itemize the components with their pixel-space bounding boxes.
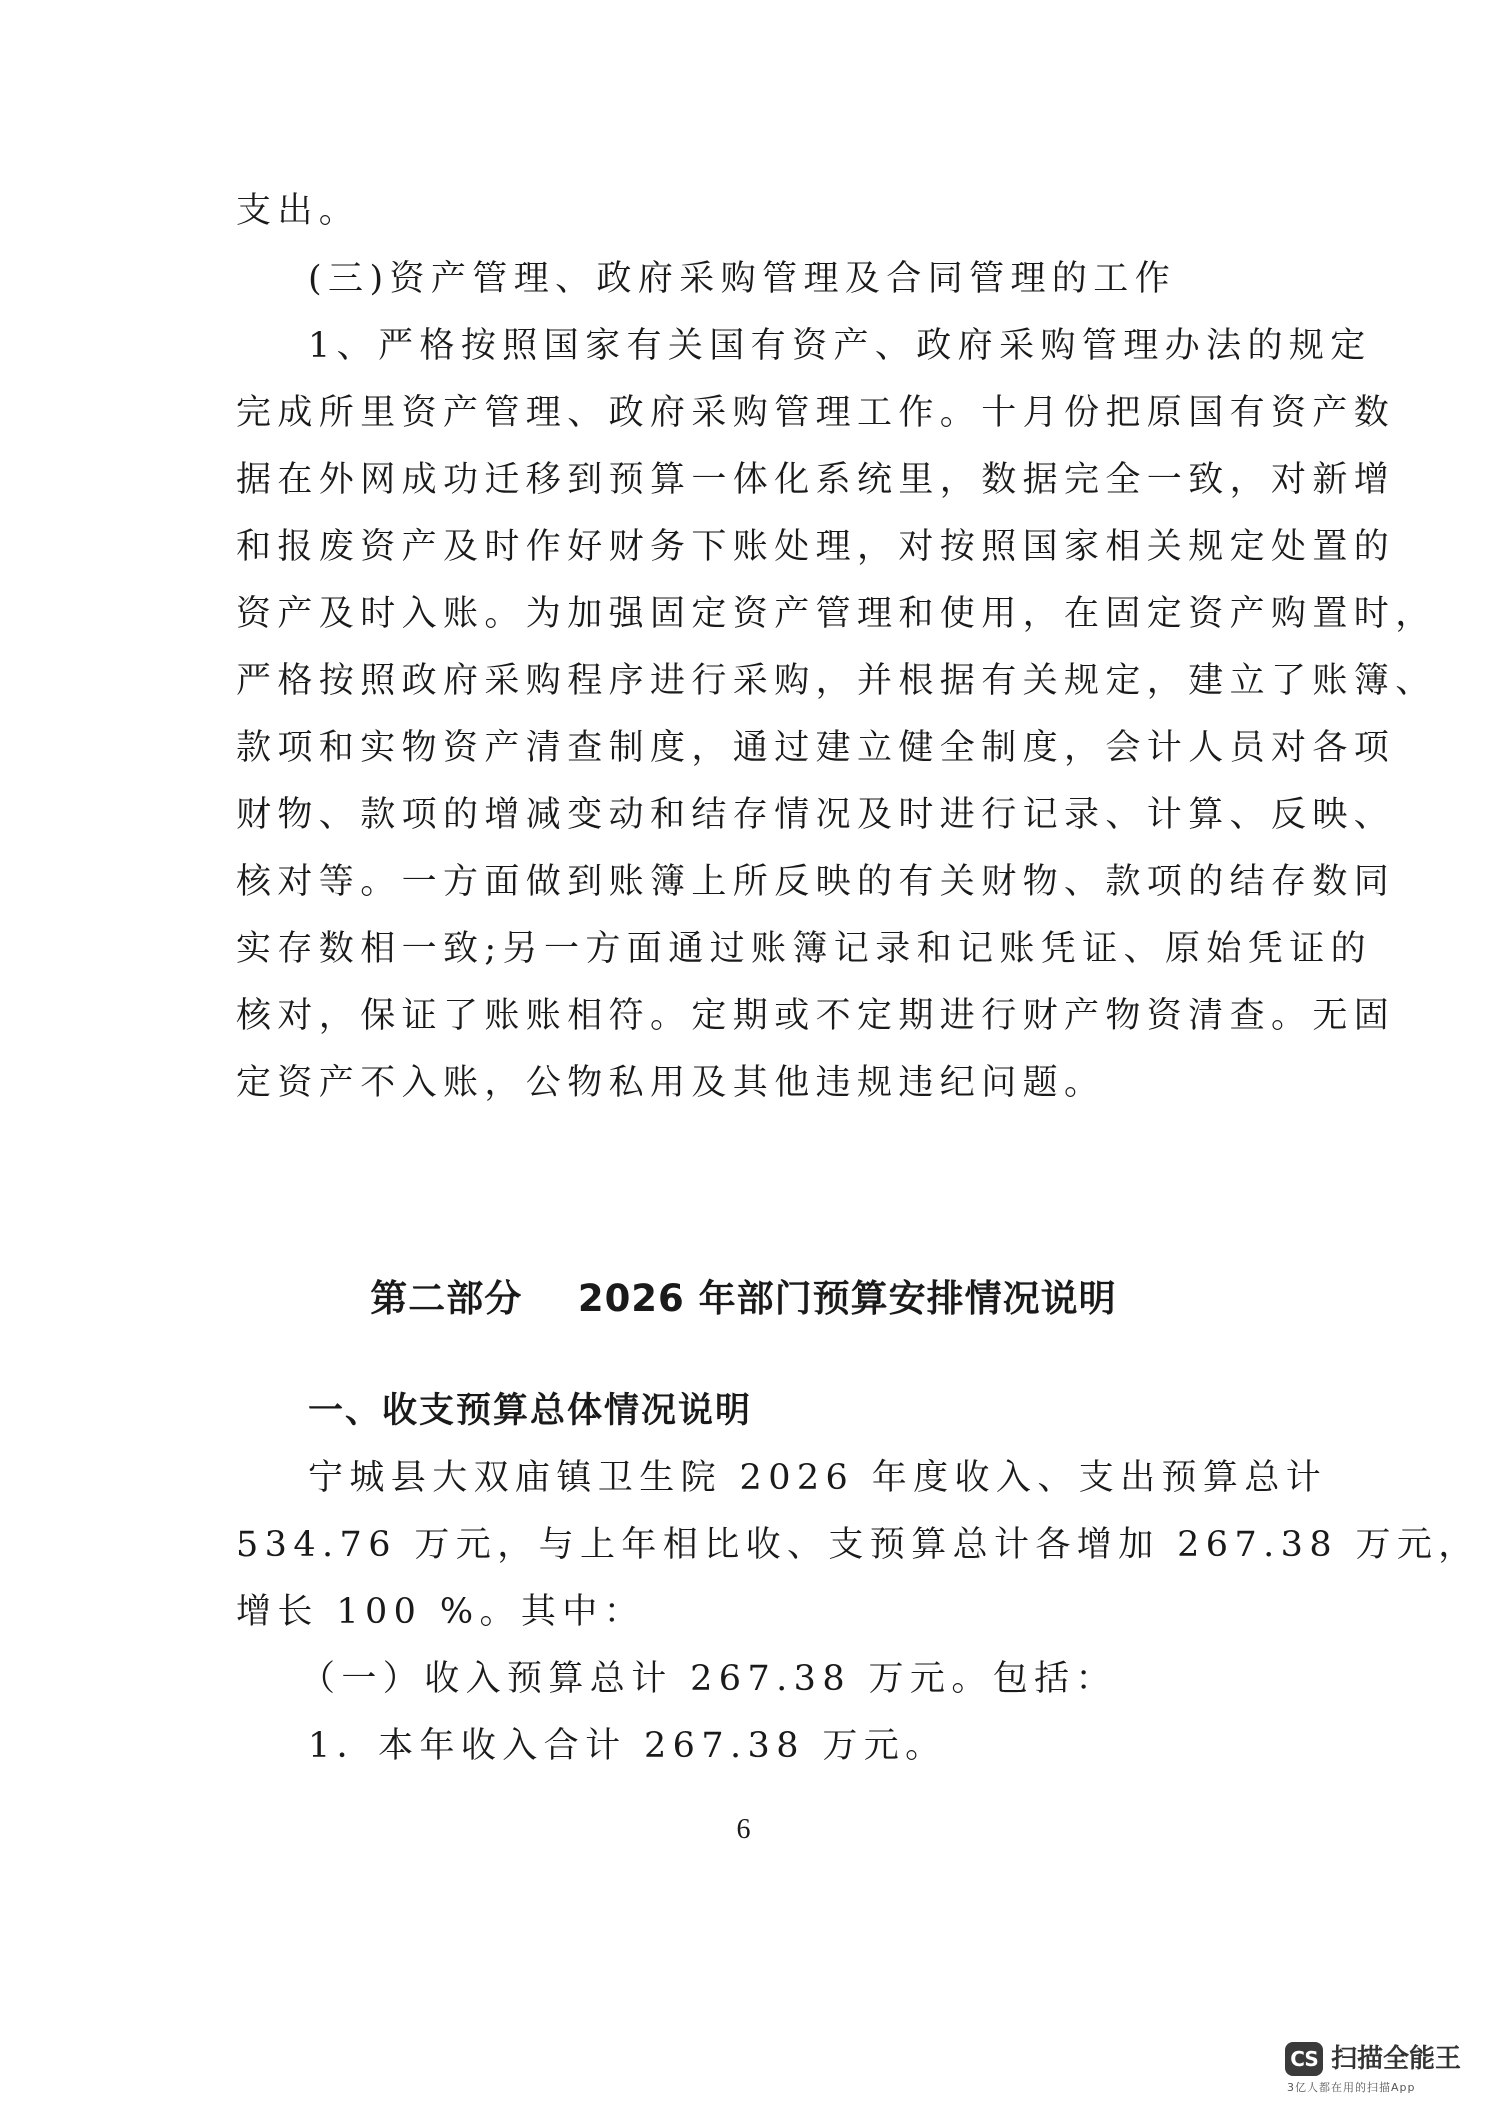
body-line: 增长 100 %。其中： (236, 1592, 646, 1632)
page-number: 6 (736, 1814, 751, 1845)
body-line: 实存数相一致;另一方面通过账簿记录和记账凭证、原始凭证的 (236, 929, 1372, 969)
body-line: 核对等。一方面做到账簿上所反映的有关财物、款项的结存数同 (236, 862, 1396, 902)
body-line: 资产及时入账。为加强固定资产管理和使用，在固定资产购置时， (236, 594, 1437, 634)
body-line: 完成所里资产管理、政府采购管理工作。十月份把原国有资产数 (236, 393, 1396, 433)
body-line: 款项和实物资产清查制度，通过建立健全制度，会计人员对各项 (236, 728, 1396, 768)
body-line: 宁城县大双庙镇卫生院 2026 年度收入、支出预算总计 (308, 1458, 1328, 1498)
watermark-tagline: 3亿人都在用的扫描App (1287, 2081, 1416, 2094)
body-line: 534.76 万元，与上年相比收、支预算总计各增加 267.38 万元， (236, 1525, 1480, 1565)
part-two-heading: 第二部分 2026 年部门预算安排情况说明 (370, 1277, 1117, 1320)
body-line: 据在外网成功迁移到预算一体化系统里，数据完全一致，对新增 (236, 460, 1396, 500)
section-heading-budget-overview: 一、收支预算总体情况说明 (308, 1391, 753, 1431)
body-line: （一）收入预算总计 267.38 万元。包括： (300, 1659, 1117, 1699)
scanner-watermark (1285, 2040, 1475, 2098)
body-line: 和报废资产及时作好财务下账处理，对按照国家相关规定处置的 (236, 527, 1396, 567)
body-line: 严格按照政府采购程序进行采购，并根据有关规定，建立了账簿、 (236, 661, 1437, 701)
camscanner-logo-icon: CS (1285, 2042, 1323, 2076)
body-line: 1、严格按照国家有关国有资产、政府采购管理办法的规定 (308, 326, 1372, 366)
watermark-app-name: 扫描全能王 (1331, 2044, 1462, 2074)
body-line: 核对，保证了账账相符。定期或不定期进行财产物资清查。无固 (236, 996, 1396, 1036)
body-line: 财物、款项的增减变动和结存情况及时进行记录、计算、反映、 (236, 795, 1396, 835)
body-line: 定资产不入账，公物私用及其他违规违纪问题。 (236, 1063, 1106, 1103)
body-line: 1．本年收入合计 267.38 万元。 (308, 1726, 947, 1766)
section-title-asset-management: (三)资产管理、政府采购管理及合同管理的工作 (308, 259, 1177, 299)
body-line: 支出。 (236, 191, 361, 231)
